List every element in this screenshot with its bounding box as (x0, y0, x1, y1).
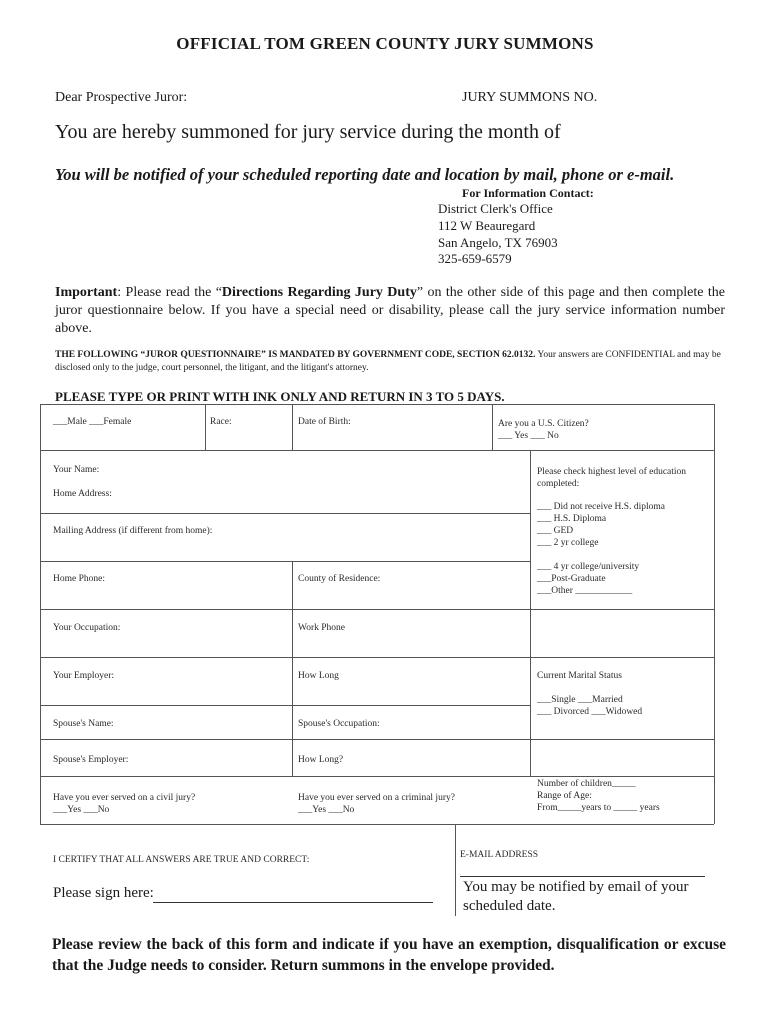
email-note: You may be notified by email of your scheduled date. (463, 879, 689, 914)
marital-options-1[interactable]: ___Single ___Married (537, 695, 623, 705)
edu-postgrad[interactable]: ___Post-Graduate (537, 574, 606, 584)
citizen-options[interactable]: ___ Yes ___ No (498, 431, 559, 441)
summons-number-label: JURY SUMMONS NO. (462, 90, 598, 105)
home-phone-field[interactable]: Home Phone: (53, 574, 105, 584)
occupation-field[interactable]: Your Occupation: (53, 623, 121, 633)
important-label: Important (55, 285, 118, 300)
dob-field[interactable]: Date of Birth: (298, 417, 351, 427)
document-title: OFFICIAL TOM GREEN COUNTY JURY SUMMONS (176, 34, 594, 53)
spouse-occupation-field[interactable]: Spouse's Occupation: (298, 719, 380, 729)
criminal-jury-options[interactable]: ___Yes ___No (298, 805, 355, 815)
citizen-label: Are you a U.S. Citizen? (498, 419, 589, 429)
criminal-jury-question: Have you ever served on a criminal jury? (298, 793, 455, 803)
summoned-statement: You are hereby summoned for jury service during the month of (55, 121, 561, 143)
contact-phone: 325-659-6579 (438, 251, 512, 266)
sex-field[interactable]: ___Male ___Female (53, 417, 132, 427)
directions-link: Directions Regarding Jury Duty (221, 285, 417, 300)
how-long-field[interactable]: How Long (298, 671, 339, 681)
contact-city: San Angelo, TX 76903 (438, 235, 558, 250)
email-address-field[interactable]: E-MAIL ADDRESS (460, 850, 539, 860)
notification-statement: You will be notified of your scheduled reporting date and location by mail, phone or e-mail. (55, 165, 675, 184)
edu-ged[interactable]: ___ GED (537, 526, 574, 536)
mandate-notice: THE FOLLOWING “JUROR QUESTIONNAIRE” IS MANDATED BY GOVERNMENT CODE, SECTION 62.0132. Your answers are CONFIDENTIAL and may be disclosed only to the judge, court personnel, the litigant, and the litigant's attorney. (55, 350, 721, 373)
how-long-2-field[interactable]: How Long? (298, 755, 344, 765)
greeting: Dear Prospective Juror: (55, 90, 188, 105)
signature-label: Please sign here: (53, 885, 154, 901)
children-count[interactable]: Number of children_____ (537, 779, 636, 789)
instructions: PLEASE TYPE OR PRINT WITH INK ONLY AND RETURN IN 3 TO 5 DAYS. (55, 389, 505, 404)
contact-street: 112 W Beauregard (438, 218, 536, 233)
home-address-field[interactable]: Home Address: (53, 489, 112, 499)
contact-heading: For Information Contact: (462, 186, 594, 200)
children-age-range[interactable]: From_____years to _____ years (537, 803, 660, 813)
footer-instructions: Please review the back of this form and indicate if you have an exemption, disqualification or excuse that the Judge needs to consider. Return summons in the envelope provided. (52, 936, 726, 974)
edu-2yr[interactable]: ___ 2 yr college (537, 538, 599, 548)
spouse-name-field[interactable]: Spouse's Name: (53, 719, 114, 729)
contact-office: District Clerk's Office (438, 201, 553, 216)
marital-options-2[interactable]: ___ Divorced ___Widowed (537, 707, 643, 717)
children-age-label: Range of Age: (537, 791, 592, 801)
mailing-address-field[interactable]: Mailing Address (if different from home): (53, 526, 213, 536)
edu-no-diploma[interactable]: ___ Did not receive H.S. diploma (537, 502, 665, 512)
important-notice: Important: Please read the “Directions Regarding Jury Duty” on the other side of this page and then complete the juror questionnaire below. If you have a special need or disability, please call the jury service information number above. (55, 285, 726, 336)
name-field[interactable]: Your Name: (53, 465, 100, 475)
edu-4yr[interactable]: ___ 4 yr college/university (537, 562, 640, 572)
marital-label: Current Marital Status (537, 671, 622, 681)
edu-other[interactable]: ___Other ____________ (537, 586, 633, 596)
work-phone-field[interactable]: Work Phone (298, 623, 345, 633)
education-label: Please check highest level of education completed: (537, 467, 687, 489)
civil-jury-options[interactable]: ___Yes ___No (53, 805, 110, 815)
employer-field[interactable]: Your Employer: (53, 671, 115, 681)
civil-jury-question: Have you ever served on a civil jury? (53, 793, 196, 803)
race-field[interactable]: Race: (210, 417, 232, 427)
certify-statement: I CERTIFY THAT ALL ANSWERS ARE TRUE AND CORRECT: (53, 855, 310, 865)
edu-hs-diploma[interactable]: ___ H.S. Diploma (537, 514, 607, 524)
county-field[interactable]: County of Residence: (298, 574, 381, 584)
spouse-employer-field[interactable]: Spouse's Employer: (53, 755, 129, 765)
